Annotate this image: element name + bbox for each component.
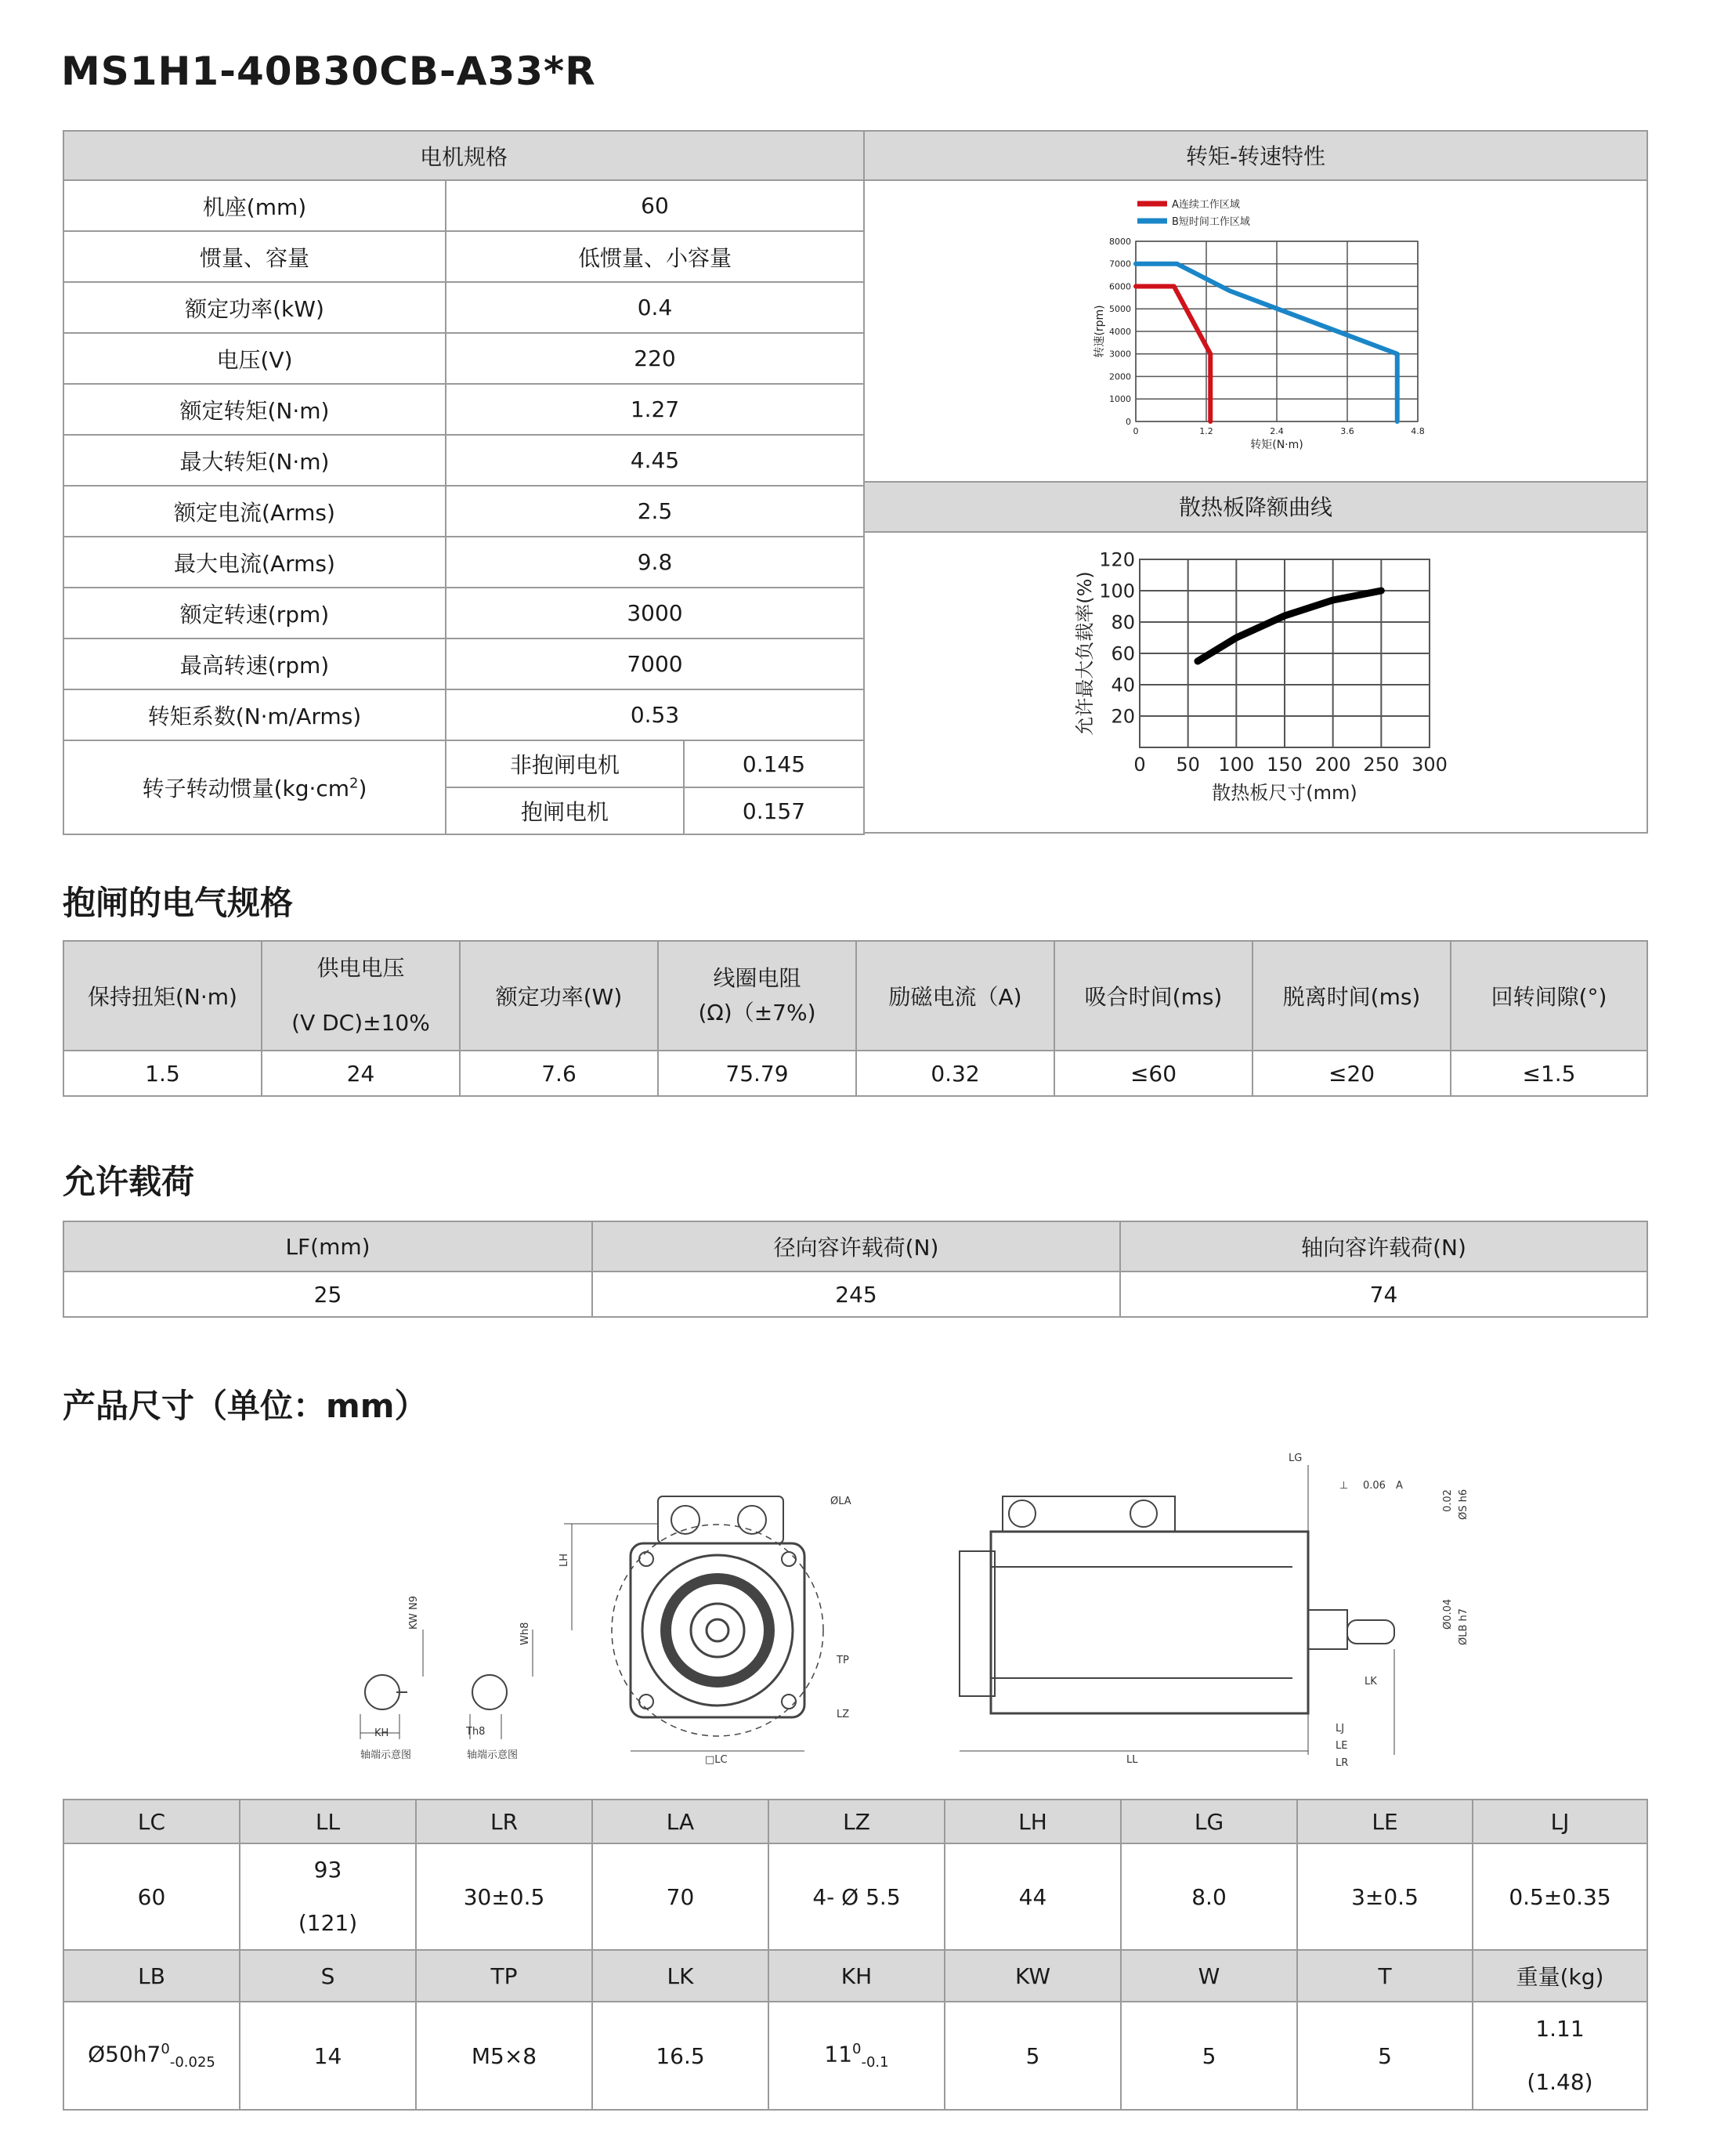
y-axis-label: 允许最大负载率(%) <box>1074 571 1096 736</box>
derating-chart-header: 散热板降额曲线 <box>865 483 1647 533</box>
dim-header: LB <box>63 1950 240 2002</box>
dim-header: TP <box>416 1950 592 2002</box>
spec-label: 最大电流(Arms) <box>63 537 446 588</box>
dim-header: LE <box>1297 1800 1473 1843</box>
spec-value: 3000 <box>446 588 864 638</box>
x-tick-label: 1.2 <box>1199 426 1213 436</box>
x-tick-label: 150 <box>1267 754 1303 776</box>
brake-value: 0.32 <box>856 1051 1054 1096</box>
y-tick-label: 6000 <box>1109 281 1131 292</box>
x-tick-label: 4.8 <box>1411 426 1425 436</box>
dim-value-ll: 93 (121) <box>240 1843 416 1950</box>
brake-value: 1.5 <box>63 1051 262 1096</box>
legend-label-1: B短时间工作区域 <box>1172 216 1250 228</box>
dim-header: LK <box>592 1950 768 2002</box>
brake-header: 吸合时间(ms) <box>1054 941 1253 1051</box>
brake-value: ≤60 <box>1054 1051 1253 1096</box>
spec-label: 惯量、容量 <box>63 231 446 282</box>
dim-label-lz: LZ <box>837 1709 850 1720</box>
brake-value: 7.6 <box>460 1051 658 1096</box>
load-table <box>63 1221 1648 1318</box>
dim-header: KW <box>945 1950 1121 2002</box>
dim-header: LZ <box>768 1800 945 1843</box>
dim-label-le: LE <box>1336 1740 1348 1752</box>
dim-label-lr: LR <box>1336 1757 1349 1769</box>
y-tick-label: 5000 <box>1109 304 1131 315</box>
dim-value: M5×8 <box>416 2002 592 2110</box>
dim-value: 5 <box>945 2002 1121 2110</box>
shaft-end-th <box>472 1675 507 1709</box>
dim-value: 5 <box>1121 2002 1297 2110</box>
brake-value: ≤20 <box>1253 1051 1451 1096</box>
motor-spec-table <box>63 130 865 835</box>
dim-value-lb: $Ø50h7^0_{-0.025}$ <box>63 2002 240 2110</box>
dimension-table <box>63 1799 1648 2111</box>
x-axis-label: 转矩(N·m) <box>1250 439 1303 451</box>
x-tick-label: 0 <box>1133 754 1146 776</box>
dim-label-perp: ⊥ <box>1339 1480 1349 1492</box>
brake-header: 脱离时间(ms) <box>1253 941 1451 1051</box>
spec-label: 额定电流(Arms) <box>63 486 446 537</box>
dim-label-lb-h7: ØLB h7 <box>1458 1608 1469 1645</box>
dim-header: LJ <box>1473 1800 1647 1843</box>
dim-header: KH <box>768 1950 945 2002</box>
y-tick-label: 7000 <box>1109 259 1131 270</box>
spec-value: 220 <box>446 333 864 384</box>
spec-label: 最高转速(rpm) <box>63 638 446 689</box>
brake-header: 供电电压 (V DC)±10% <box>262 941 460 1051</box>
brake-table <box>63 940 1648 1097</box>
dim-label-tol2: 0.02 <box>1442 1489 1454 1512</box>
inertia-value: 0.145 <box>684 740 864 787</box>
spec-value: 9.8 <box>446 537 864 588</box>
dim-label-shaft-note: 轴端示意图 <box>360 1749 412 1761</box>
dim-label-th8: Th8 <box>466 1726 486 1738</box>
y-tick-label: 40 <box>1111 674 1135 696</box>
dim-value: 3±0.5 <box>1297 1843 1473 1950</box>
dim-label-datum: A <box>1396 1480 1403 1492</box>
dim-label-tp: TP <box>837 1655 849 1666</box>
y-tick-label: 2000 <box>1109 371 1131 382</box>
dim-label-kh: KH <box>374 1727 389 1739</box>
spec-label: 额定转矩(N·m) <box>63 384 446 435</box>
y-tick-label: 80 <box>1111 611 1135 634</box>
load-value: 25 <box>63 1272 592 1317</box>
dim-label-lg: LG <box>1289 1452 1303 1464</box>
brake-value: ≤1.5 <box>1451 1051 1647 1096</box>
spec-value: 0.53 <box>446 689 864 740</box>
dim-label-lc: □LC <box>705 1754 728 1766</box>
y-tick-label: 120 <box>1099 548 1135 571</box>
brake-header: 回转间隙(°) <box>1451 941 1647 1051</box>
dim-label-la: ØLA <box>830 1496 851 1507</box>
load-value: 74 <box>1120 1272 1647 1317</box>
dim-section-title: 产品尺寸（单位：mm） <box>63 1387 428 1425</box>
inertia-label: 转子转动惯量$(kg\cdot cm^2)$ <box>63 740 446 834</box>
dimension-drawing <box>329 1442 1504 1778</box>
legend-label-0: A连续工作区域 <box>1172 199 1240 211</box>
x-tick-label: 200 <box>1314 754 1351 776</box>
spec-label: 额定功率(kW) <box>63 282 446 333</box>
spec-value: 1.27 <box>446 384 864 435</box>
spec-label: 电压(V) <box>63 333 446 384</box>
spec-value: 4.45 <box>446 435 864 486</box>
spec-value: 60 <box>446 180 864 231</box>
dim-value: 70 <box>592 1843 768 1950</box>
dim-value: 0.5±0.35 <box>1473 1843 1647 1950</box>
x-tick-label: 300 <box>1412 754 1448 776</box>
dim-value: 16.5 <box>592 2002 768 2110</box>
dim-label-ll: LL <box>1126 1754 1138 1766</box>
dim-label-lh: LH <box>558 1553 570 1567</box>
torque-speed-chart <box>1081 188 1441 462</box>
dim-value: 4- Ø 5.5 <box>768 1843 945 1950</box>
dim-value: 8.0 <box>1121 1843 1297 1950</box>
dim-value-weight: 1.11 (1.48) <box>1473 2002 1647 2110</box>
y-tick-label: 60 <box>1111 642 1135 665</box>
dim-value: 5 <box>1297 2002 1473 2110</box>
y-tick-label: 20 <box>1111 705 1135 728</box>
brake-header: 额定功率(W) <box>460 941 658 1051</box>
x-tick-label: 250 <box>1363 754 1400 776</box>
spec-label: 转矩系数(N·m/Arms) <box>63 689 446 740</box>
spec-label: 最大转矩(N·m) <box>63 435 446 486</box>
motor-body <box>991 1532 1308 1713</box>
dim-label-tol3: Ø0.04 <box>1442 1598 1454 1630</box>
brake-header: 励磁电流（A) <box>856 941 1054 1051</box>
load-section-title: 允许载荷 <box>63 1163 195 1201</box>
x-tick-label: 2.4 <box>1270 426 1284 436</box>
dim-header: 重量(kg) <box>1473 1950 1647 2002</box>
brake-header: 线圈电阻 (Ω)（±7%) <box>658 941 856 1051</box>
load-value: 245 <box>592 1272 1120 1317</box>
dim-header: LR <box>416 1800 592 1843</box>
dim-label-kw: KW N9 <box>408 1595 420 1630</box>
dim-label-tol1: 0.06 <box>1363 1480 1386 1492</box>
spec-value: 0.4 <box>446 282 864 333</box>
dim-header: W <box>1121 1950 1297 2002</box>
flange-outline <box>631 1543 804 1717</box>
dim-header: LC <box>63 1800 240 1843</box>
y-tick-label: 100 <box>1099 580 1135 602</box>
brake-value: 75.79 <box>658 1051 856 1096</box>
shaft-end-kh <box>365 1675 399 1709</box>
dim-label-s-h6: ØS h6 <box>1458 1489 1469 1520</box>
inertia-value: 0.157 <box>684 787 864 834</box>
spec-value: 2.5 <box>446 486 864 537</box>
brake-section-title: 抱闸的电气规格 <box>63 884 294 922</box>
dim-value: 30±0.5 <box>416 1843 592 1950</box>
derating-chart <box>1054 541 1461 807</box>
x-tick-label: 0 <box>1133 426 1139 436</box>
dim-label-lk: LK <box>1365 1676 1377 1688</box>
dim-header: LG <box>1121 1800 1297 1843</box>
dim-label-lj: LJ <box>1336 1723 1345 1735</box>
dim-value: 14 <box>240 2002 416 2110</box>
load-header: LF(mm) <box>63 1221 592 1272</box>
x-tick-label: 3.6 <box>1340 426 1354 436</box>
brake-value: 24 <box>262 1051 460 1096</box>
motor-spec-header: 电机规格 <box>63 131 864 180</box>
dim-header: LA <box>592 1800 768 1843</box>
dim-value: 44 <box>945 1843 1121 1950</box>
dim-label-shaft-note-2: 轴端示意图 <box>467 1749 519 1761</box>
torque-chart-header: 转矩-转速特性 <box>865 132 1647 181</box>
spec-value: 7000 <box>446 638 864 689</box>
load-header: 径向容许载荷(N) <box>592 1221 1120 1272</box>
brake-header: 保持扭矩(N·m) <box>63 941 262 1051</box>
y-tick-label: 1000 <box>1109 394 1131 405</box>
load-header: 轴向容许载荷(N) <box>1120 1221 1647 1272</box>
dim-header: LL <box>240 1800 416 1843</box>
dim-value: 60 <box>63 1843 240 1950</box>
spec-label: 机座(mm) <box>63 180 446 231</box>
x-tick-label: 100 <box>1218 754 1255 776</box>
x-axis-label: 散热板尺寸(mm) <box>1212 782 1357 804</box>
spec-value: 低惯量、小容量 <box>446 231 864 282</box>
dim-value-kh: $11^0_{-0.1}$ <box>768 2002 945 2110</box>
inertia-type: 抱闸电机 <box>446 787 684 834</box>
y-axis-label: 转速(rpm) <box>1093 305 1106 358</box>
dim-header: T <box>1297 1950 1473 2002</box>
dim-header: LH <box>945 1800 1121 1843</box>
inertia-type: 非抱闸电机 <box>446 740 684 787</box>
y-tick-label: 8000 <box>1109 236 1131 247</box>
dim-header: S <box>240 1950 416 2002</box>
y-tick-label: 3000 <box>1109 349 1131 360</box>
dim-label-wh8: Wh8 <box>519 1622 531 1645</box>
page-title: MS1H1-40B30CB-A33*R <box>61 49 596 94</box>
spec-label: 额定转速(rpm) <box>63 588 446 638</box>
y-tick-label: 4000 <box>1109 326 1131 337</box>
x-tick-label: 50 <box>1176 754 1200 776</box>
y-tick-label: 0 <box>1126 416 1131 427</box>
series-line-0 <box>1198 591 1381 661</box>
